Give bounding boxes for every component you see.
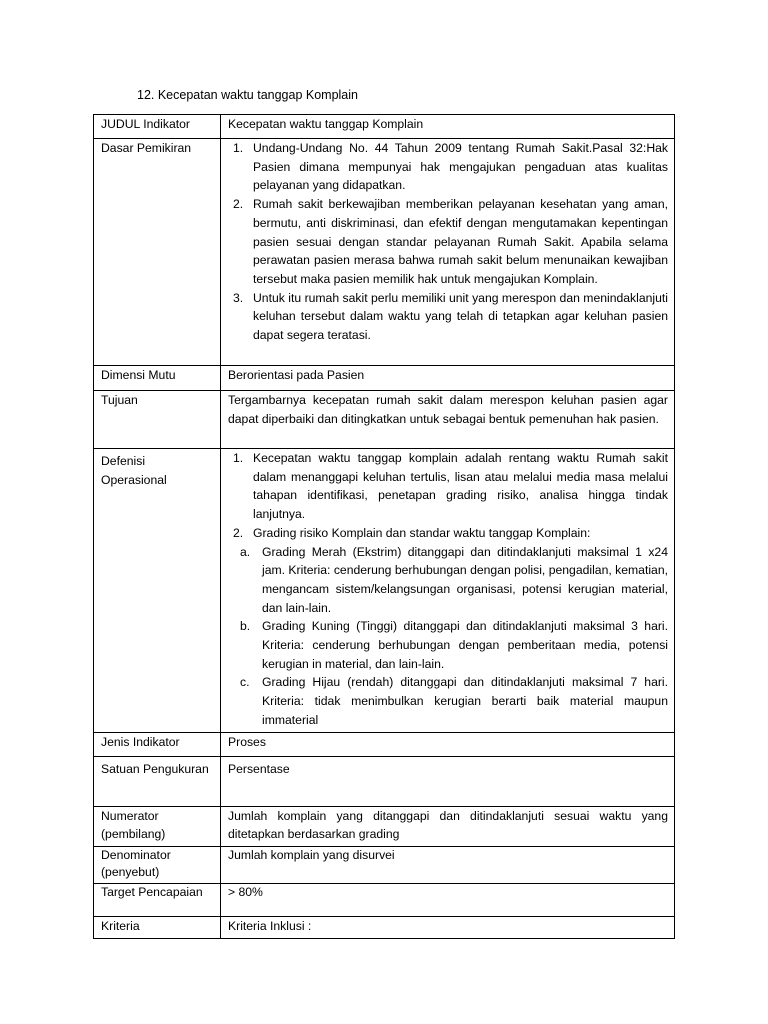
list-item bbox=[228, 673, 668, 729]
list-number: 1. bbox=[233, 451, 244, 465]
row-numerator bbox=[94, 806, 675, 846]
row-denominator bbox=[94, 846, 675, 883]
row-label: Jenis Indikator bbox=[94, 732, 221, 756]
indicator-table bbox=[93, 114, 675, 939]
list-text: Grading Merah (Ekstrim) ditanggapi dan ditindaklanjuti maksimal 1 x24 jam. Kriteria: cenderung berhubungan dengan polisi, pengadilan, kematian, mengancam sistem/kelangsungan organisasi, potensi kerugian material, dan lain-lain. bbox=[262, 544, 668, 615]
row-target-pencapaian bbox=[94, 883, 675, 916]
list-item bbox=[228, 289, 668, 345]
lettered-list bbox=[228, 543, 668, 730]
row-dimensi-mutu bbox=[94, 366, 675, 391]
row-label: Dimensi Mutu bbox=[94, 366, 221, 391]
list-text: Grading Hijau (rendah) ditanggapi dan ditindaklanjuti maksimal 7 hari. Kriteria: tidak menimbulkan kerugian berarti baik material maupun immaterial bbox=[262, 675, 668, 727]
row-value bbox=[221, 391, 675, 449]
row-value: Proses bbox=[221, 732, 675, 756]
row-value bbox=[221, 139, 675, 366]
row-value bbox=[221, 806, 675, 846]
row-label: Dasar Pemikiran bbox=[94, 139, 221, 366]
row-defenisi-operasional bbox=[94, 449, 675, 733]
row-label: Kriteria bbox=[94, 916, 221, 938]
list-number: 3. bbox=[233, 290, 244, 305]
list-letter: a. bbox=[240, 544, 251, 559]
list-text: Untuk itu rumah sakit perlu memiliki unit yang merespon dan menindaklanjuti keluhan tersebut dalam waktu yang telah di tetapkan agar keluhan pasien dapat segera teratasi. bbox=[253, 290, 668, 343]
row-label: JUDUL Indikator bbox=[94, 115, 221, 139]
row-dasar-pemikiran bbox=[94, 139, 675, 366]
list-letter: c. bbox=[240, 675, 250, 690]
list-text: Undang-Undang No. 44 Tahun 2009 tentang Rumah Sakit.Pasal 32:Hak Pasien dimana mempunyai hak mengajukan pengaduan atas kualitas pelayanan yang didapatkan. bbox=[253, 141, 668, 193]
row-judul-indikator bbox=[94, 115, 675, 139]
row-text: Tergambarnya kecepatan rumah sakit dalam merespon keluhan pasien agar dapat diperbaiki dan ditingkatkan untuk sebagai bentuk pemenuhan hak pasien. bbox=[228, 393, 668, 426]
list-text: Grading risiko Komplain dan standar waktu tanggap Komplain: bbox=[253, 525, 591, 540]
row-kriteria bbox=[94, 916, 675, 938]
list-item bbox=[228, 139, 668, 195]
row-label: Numerator (pembilang) bbox=[94, 806, 221, 846]
row-label: Satuan Pengukuran bbox=[94, 756, 221, 806]
list-letter: b. bbox=[240, 619, 251, 634]
list-number: 2. bbox=[233, 197, 244, 212]
row-value bbox=[221, 449, 675, 733]
row-satuan-pengukuran bbox=[94, 756, 675, 806]
row-value: Persentase bbox=[221, 756, 675, 806]
row-value: Jumlah komplain yang disurvei bbox=[221, 846, 675, 883]
list-item bbox=[228, 524, 668, 543]
row-jenis-indikator bbox=[94, 732, 675, 756]
list-item bbox=[228, 195, 668, 289]
list-item bbox=[228, 543, 668, 618]
list-text: Kecepatan waktu tanggap komplain adalah rentang waktu Rumah sakit dalam menanggapi keluhan tertulis, lisan atau melalui media masa melalui tahapan identifikasi, penetapan grading risiko, analisa hingga tindak lanjutnya. bbox=[253, 451, 668, 522]
row-value: > 80% bbox=[221, 883, 675, 916]
row-text: Jumlah komplain yang ditanggapi dan ditindaklanjuti sesuai waktu yang ditetapkan berdasarkan grading bbox=[228, 808, 668, 842]
list-item bbox=[228, 449, 668, 524]
row-label: Defenisi Operasional bbox=[94, 449, 221, 733]
numbered-list bbox=[228, 449, 668, 543]
list-text: Grading Kuning (Tinggi) ditanggapi dan ditindaklanjuti maksimal 3 hari. Kriteria: cenderung berhubungan dengan pemberitaan media, potensi kerugian in material, dan lain-lain. bbox=[262, 619, 668, 671]
row-label: Denominator (penyebut) bbox=[94, 846, 221, 883]
row-value: Kecepatan waktu tanggap Komplain bbox=[221, 115, 675, 139]
list-text: Rumah sakit berkewajiban memberikan pelayanan kesehatan yang aman, bermutu, anti diskriminasi, dan efektif dengan mengutamakan kepentingan pasien sesuai dengan standar pelayanan Rumah Sakit. Apabila selama perawatan pasien merasa bahwa rumah sakit belum menunaikan kewajiban tersebut maka pasien memilik hak untuk mengajukan Komplain. bbox=[253, 197, 668, 286]
row-label: Target Pencapaian bbox=[94, 883, 221, 916]
list-number: 1. bbox=[233, 141, 244, 155]
row-label: Tujuan bbox=[94, 391, 221, 449]
row-value: Kriteria Inklusi : bbox=[221, 916, 675, 938]
row-tujuan bbox=[94, 391, 675, 449]
page-title: 12. Kecepatan waktu tanggap Komplain bbox=[137, 88, 358, 102]
list-item bbox=[228, 617, 668, 673]
row-value: Berorientasi pada Pasien bbox=[221, 366, 675, 391]
list-number: 2. bbox=[233, 525, 244, 540]
numbered-list bbox=[228, 139, 668, 345]
